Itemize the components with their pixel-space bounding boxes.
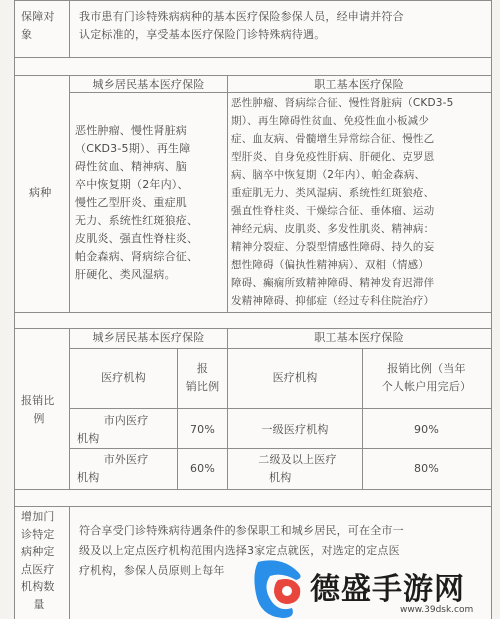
ratio-secondary: 80% xyxy=(413,462,440,475)
header-urban-rural-reimbursement: 城乡居民基本医疗保险 xyxy=(92,331,205,344)
row-label-coverage: 保障对 象 xyxy=(21,10,55,41)
row-label-designated: 增加门 诊特定 病种定 点医疗 机构数 量 xyxy=(21,510,55,611)
inst-secondary: 二级及以上医疗 机构 xyxy=(258,453,337,484)
col-institution-left: 医疗机构 xyxy=(101,371,146,384)
disease-list-employee: 恶性肿瘤、肾病综合征、慢性肾脏病（CKD3-5 期）、再生障碍性贫血、免疫性血小板减少 症、血友病、骨髓增生异常综合征、慢性乙 型肝炎、自身免疫性肝病、肝硬化、克罗恩 病、脑卒中恢复期（2年内）、帕金森病、 重症肌无力、类风湿病、系统性红斑狼疮、 强直性脊柱炎、干燥综合征、垂体瘤、运动 神经元病、皮肌炎、多发性肌炎、精神病： 精神分裂症、分裂型情感性障碍、持久的妄 想性障碍（偏执性精神病）、双相（情感） 障碍、癫痫所致精神障碍、精神发育迟滞伴 发精神障碍、抑郁症（经过专科住院治疗） xyxy=(231,97,454,307)
disease-list-urban-rural: 恶性肿瘤、慢性肾脏病 （CKD3-5期）、再生障 碍性贫血、精神病、脑 卒中恢复期（2年内）、 慢性乙型肝炎、重症肌 无力、系统性红斑狼疮、 皮肌炎、强直性脊柱炎、 帕金森病、肾病综合征、 肝硬化、类风湿病。 xyxy=(75,124,199,281)
site-watermark xyxy=(252,558,500,619)
row-label-disease: 病种 xyxy=(29,186,52,199)
site-logo-icon xyxy=(252,558,306,619)
col-ratio-right: 报销比例（当年 个人帐户用完后） xyxy=(381,362,472,393)
header-urban-rural-insurance: 城乡居民基本医疗保险 xyxy=(92,78,205,91)
policy-table xyxy=(14,0,492,619)
coverage-text: 我市患有门诊特殊病病种的基本医疗保险参保人员，经申请并符合 认定标准的，享受基本医疗保险门诊特殊病待遇。 xyxy=(79,10,404,41)
designated-text: 符合享受门诊特殊病待遇条件的参保职工和城乡居民，可在全市一 级及以上定点医疗机构范围内选择3家定点就医，对选定的定点医 疗机构，参保人员原则上每年 xyxy=(79,524,404,577)
inst-in-city: 市内医疗 机构 xyxy=(77,414,149,445)
header-employee-insurance: 职工基本医疗保险 xyxy=(314,78,404,91)
col-ratio-left: 报 销比例 xyxy=(185,362,220,393)
ratio-out-city: 60% xyxy=(189,462,216,475)
row-label-reimbursement: 报销比 例 xyxy=(21,394,55,425)
site-url: www.39dsk.com xyxy=(400,605,474,615)
header-employee-reimbursement: 职工基本医疗保险 xyxy=(314,331,404,344)
ratio-primary: 90% xyxy=(413,423,440,436)
ratio-in-city: 70% xyxy=(189,423,216,436)
col-institution-right: 医疗机构 xyxy=(272,371,318,384)
inst-primary: 一级医疗机构 xyxy=(261,423,329,436)
site-name: 德盛手游网 xyxy=(310,572,465,607)
inst-out-city: 市外医疗 机构 xyxy=(77,453,149,484)
